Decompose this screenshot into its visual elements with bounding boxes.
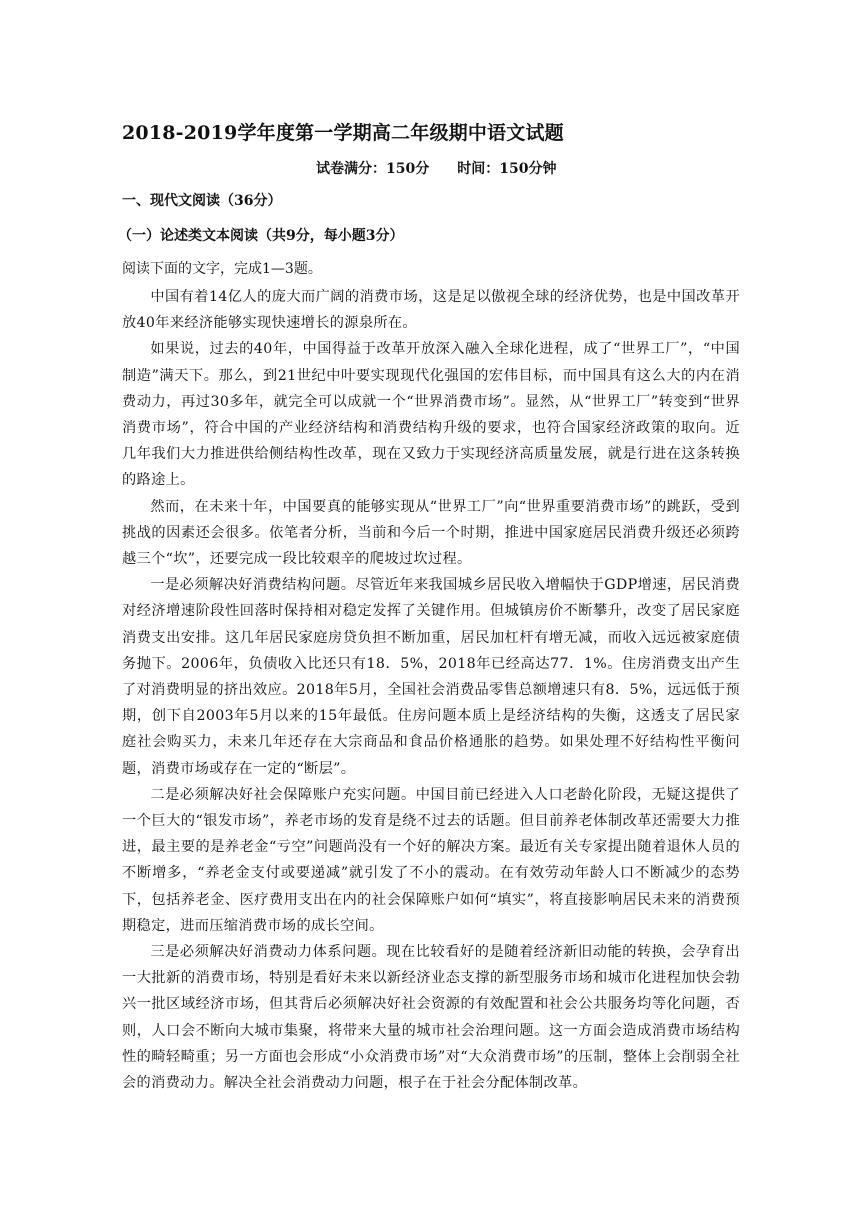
section-heading: 一、现代文阅读（36分） [122,193,282,209]
subsection-heading: （一）论述类文本阅读（共9分，每小题3分） [118,228,404,244]
passage-paragraph: 二是必须解决好社会保障账户充实问题。中国目前已经进入人口老龄化阶段，无疑这提供了一个巨大的“银发市场”，养老市场的发育是绕不过去的话题。但目前养老体制改革还需要大力推进，最主要的是养老金“亏空”问题尚没有一个好的解决方案。最近有关专家提出随着退休人员的不断增多，“养老金支付或要递减”就引发了不小的震动。在有效劳动年龄人口不断减少的态势下，包括养老金、医疗费用支出在内的社会保障账户如何“填实”，将直接影响居民未来的消费预期稳定，进而压缩消费市场的成长空间。 [122,786,740,934]
reading-passage [122,284,740,1096]
passage-paragraph: 如果说，过去的40年，中国得益于改革开放深入融入全球化进程，成了“世界工厂”，“中国制造”满天下。那么，到21世纪中叶要实现现代化强国的宏伟目标，而中国具有这么大的内在消费动力，再过30多年，就完全可以成就一个“世界消费市场”。显然，从“世界工厂”转变到“世界消费市场”，符合中国的产业经济结构和消费结构升级的要求，也符合国家经济政策的取向。近几年我们大力推进供给侧结构性改革，现在又致力于实现经济高质量发展，就是行进在这条转换的路途上。 [122,341,740,489]
exam-meta [316,158,556,178]
time-label: 时间：150分钟 [457,161,557,177]
passage-paragraph: 一是必须解决好消费结构问题。尽管近年来我国城乡居民收入增幅快于GDP增速，居民消费对经济增速阶段性回落时保持相对稳定发挥了关键作用。但城镇房价不断攀升，改变了居民家庭消费支出安排。这几年居民家庭房贷负担不断加重，居民加杠杆有增无减，而收入远远被家庭债务抛下。2006年，负债收入比还只有18．5%，2018年已经高达77．1%。住房消费支出产生了对消费明显的挤出效应。2018年5月，全国社会消费品零售总额增速只有8．5%，远远低于预期，创下自2003年5月以来的15年最低。住房问题本质上是经济结构的失衡，这透支了居民家庭社会购买力，未来几年还存在大宗商品和食品价格通胀的趋势。如果处理不好结构性平衡问题，消费市场或存在一定的“断层”。 [122,577,740,777]
passage-paragraph: 三是必须解决好消费动力体系问题。现在比较看好的是随着经济新旧动能的转换，会孕育出一大批新的消费市场，特别是看好未来以新经济业态支撑的新型服务市场和城市化进程加快会勃兴一批区域经济市场，但其背后必须解决好社会资源的有效配置和社会公共服务均等化问题，否则，人口会不断向大城市集聚，将带来大量的城市社会治理问题。这一方面会造成消费市场结构性的畸轻畸重；另一方面也会形成“小众消费市场”对“大众消费市场”的压制，整体上会削弱全社会的消费动力。解决全社会消费动力问题，根子在于社会分配体制改革。 [122,944,740,1092]
passage-paragraph: 中国有着14亿人的庞大而广阔的消费市场，这是足以傲视全球的经济优势，也是中国改革开放40年来经济能够实现快速增长的源泉所在。 [122,289,740,332]
exam-title: 2018-2019学年度第一学期高二年级期中语文试题 [122,122,564,144]
passage-paragraph: 然而，在未来十年，中国要真的能够实现从“世界工厂”向“世界重要消费市场”的跳跃，受到挑战的因素还会很多。依笔者分析，当前和今后一个时期，推进中国家庭居民消费升级还必须跨越三个“坎”，还要完成一段比较艰辛的爬坡过坎过程。 [122,498,740,568]
reading-instruction: 阅读下面的文字，完成1—3题。 [122,261,322,277]
score-label: 试卷满分：150分 [316,161,430,177]
